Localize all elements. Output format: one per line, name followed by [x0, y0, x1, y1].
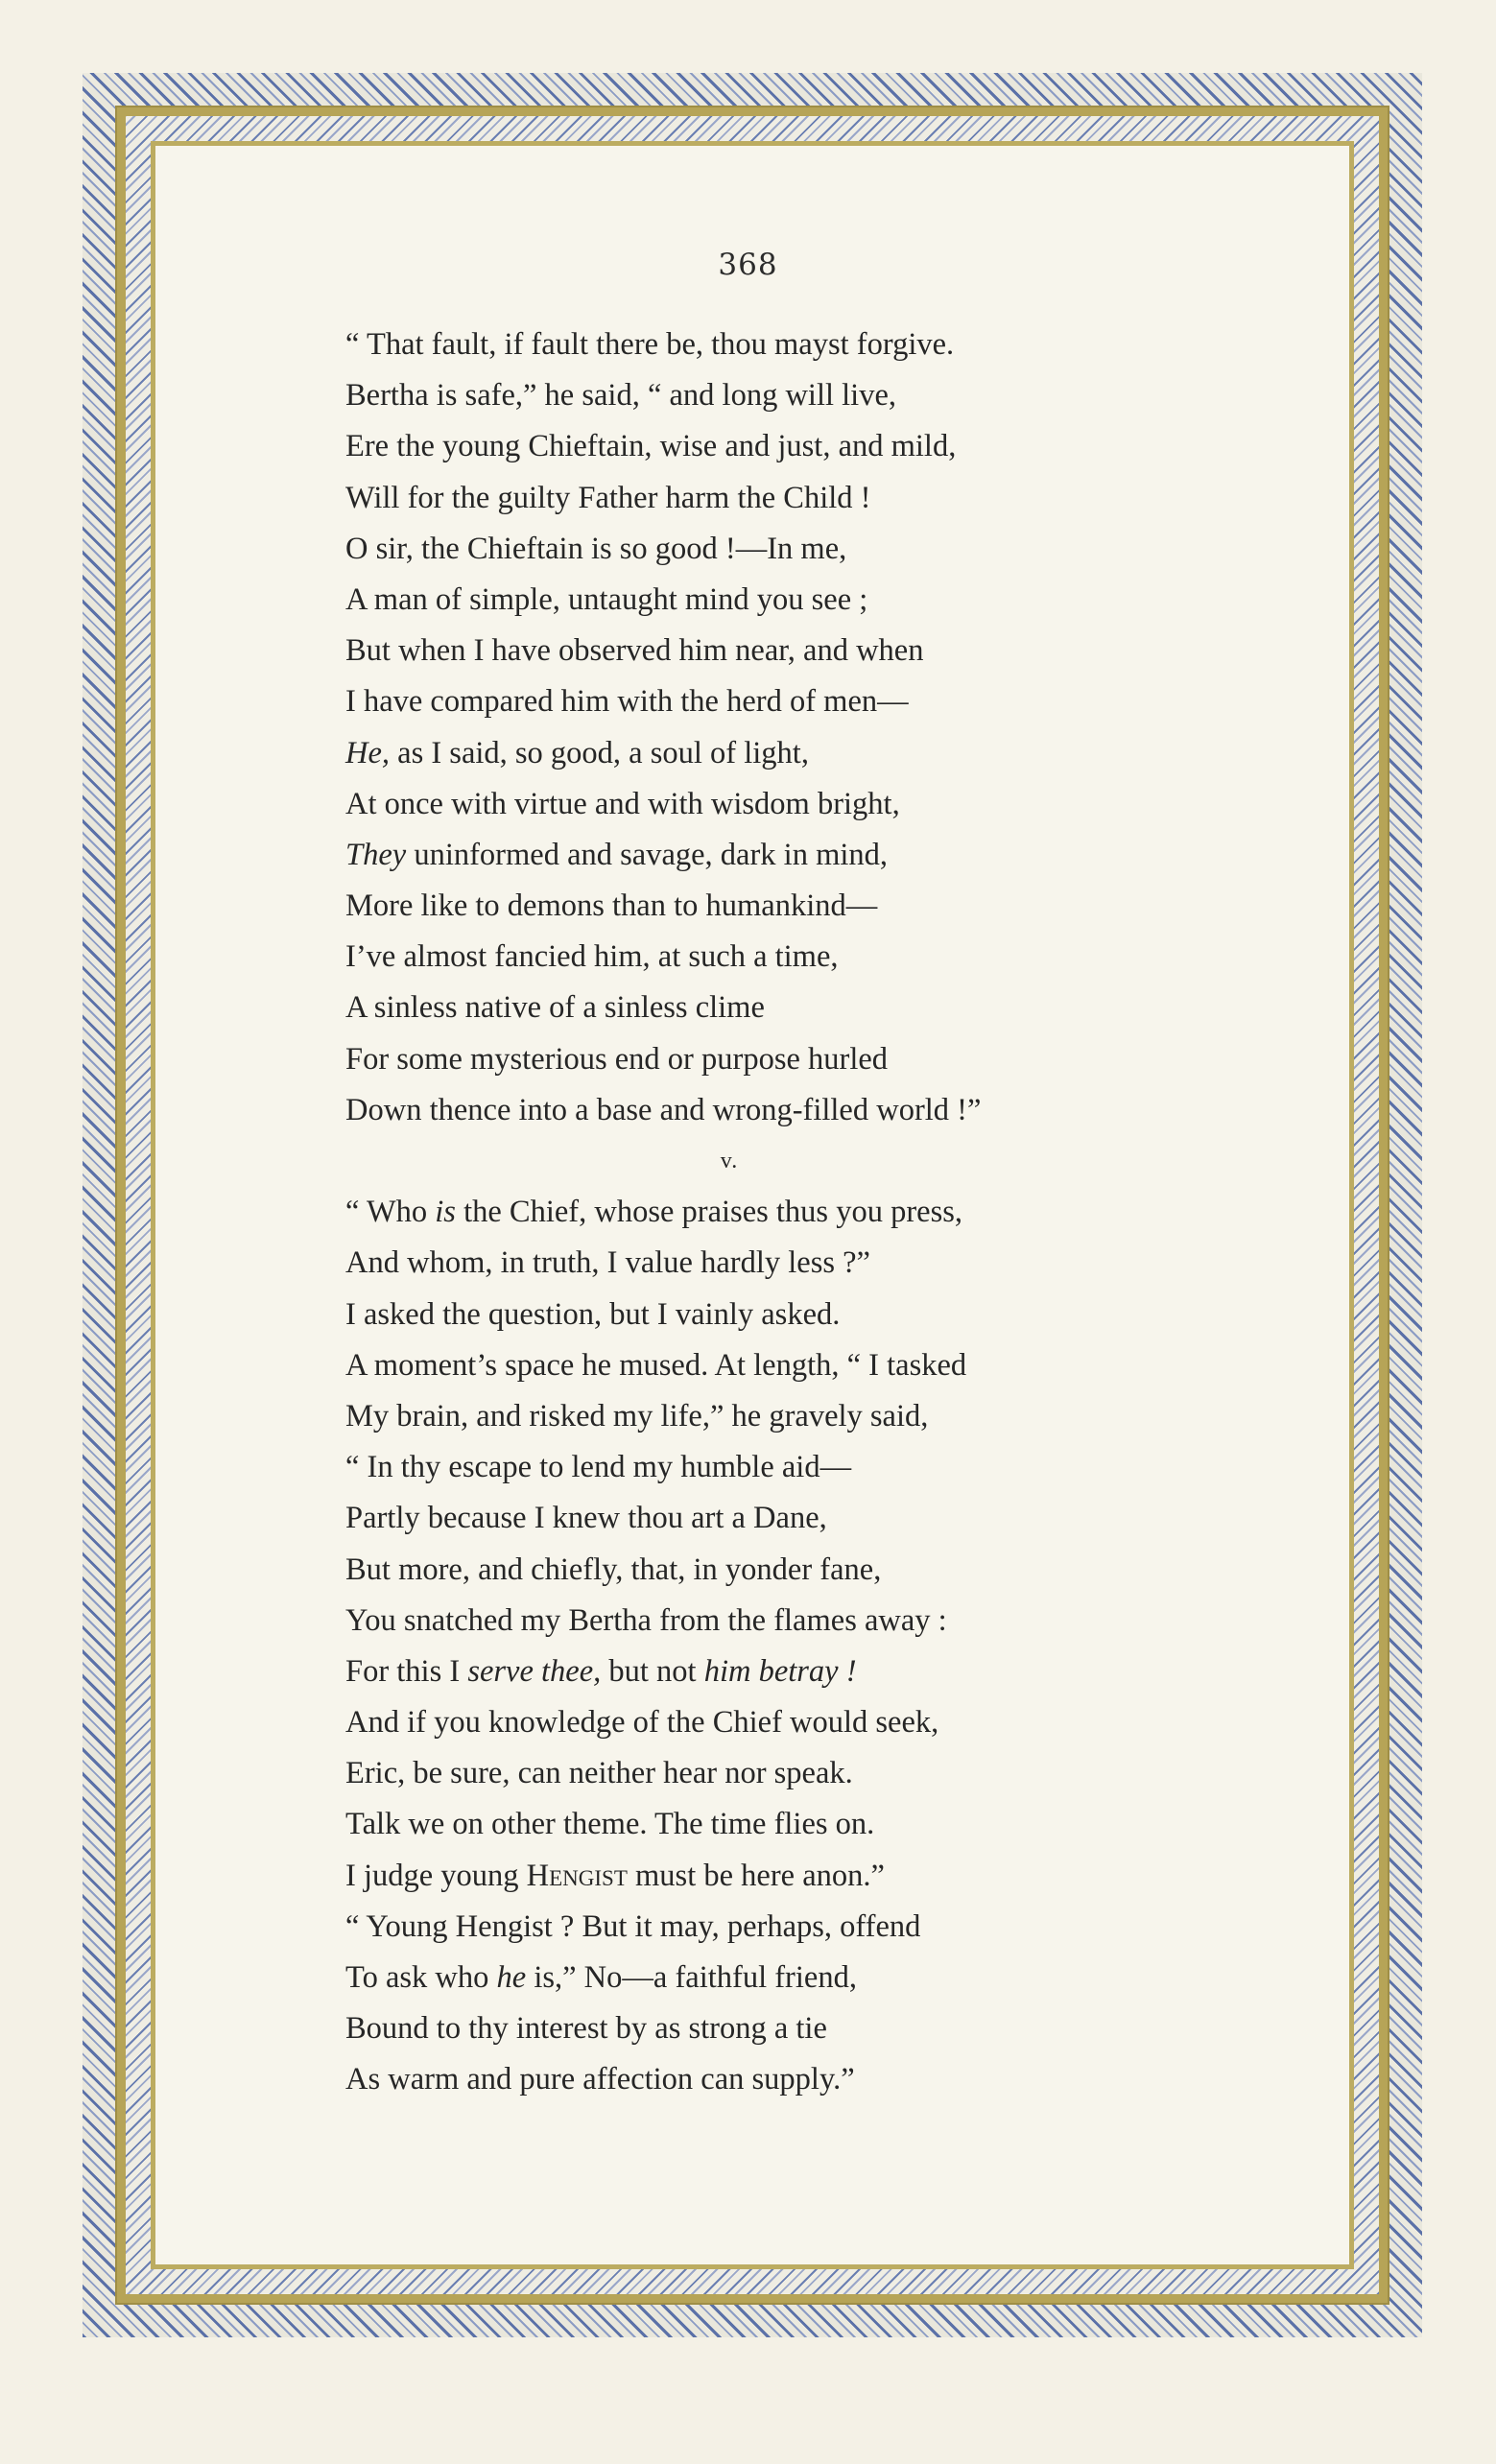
italic-text: him betray ! [703, 1653, 857, 1689]
poem-line [345, 1187, 1228, 1238]
line-text: “ That fault, if fault there be, thou mayst forgive. [345, 327, 955, 362]
line-text: A man of simple, untaught mind you see ; [345, 581, 868, 617]
line-text: Down thence into a base and wrong-filled world !” [345, 1092, 982, 1127]
stanza-v [345, 1187, 1228, 2105]
poem-line [345, 1034, 1228, 1085]
line-text: At once with virtue and with wisdom bright, [345, 786, 900, 821]
poem-line [345, 1902, 1228, 1953]
line-text: Ere the young Chieftain, wise and just, and mild, [345, 429, 957, 464]
stanza-iv-continued [345, 320, 1228, 1136]
line-text: To ask who [345, 1960, 497, 1995]
line-text: But more, and chiefly, that, in yonder fane, [345, 1552, 882, 1587]
poem-line [345, 524, 1228, 575]
poem-line [345, 473, 1228, 524]
poem-line [345, 1340, 1228, 1391]
italic-text: He, [345, 735, 391, 770]
line-text: A sinless native of a sinless clime [345, 990, 765, 1026]
poem-line [345, 2054, 1228, 2105]
line-text: I’ve almost fancied him, at such a time, [345, 939, 839, 975]
poem-line [345, 626, 1228, 676]
line-text: O sir, the Chieftain is so good !—In me, [345, 531, 847, 566]
line-text: But when I have observed him near, and when [345, 633, 924, 669]
italic-text: he [496, 1960, 527, 1995]
poem-line [345, 676, 1228, 727]
line-text: Eric, be sure, can neither hear nor speak. [345, 1756, 853, 1791]
poem-line [345, 1799, 1228, 1850]
poem-line [345, 830, 1228, 881]
poem-line [345, 2003, 1228, 2054]
line-text: as I said, so good, a soul of light, [390, 735, 809, 770]
line-text: For this I [345, 1653, 468, 1689]
line-text: I asked the question, but I vainly asked. [345, 1296, 841, 1332]
poem-line [345, 575, 1228, 626]
poem-line [345, 1596, 1228, 1647]
line-text: For some mysterious end or purpose hurled [345, 1041, 889, 1077]
line-text: You snatched my Bertha from the flames away : [345, 1602, 947, 1638]
line-text: Bertha is safe,” he said, “ and long will live, [345, 378, 897, 414]
stanza-number: v. [720, 1149, 739, 1173]
page-number: 368 [718, 248, 778, 282]
line-text: I have compared him with the herd of men— [345, 684, 909, 720]
line-text: A moment’s space he mused. At length, “ I tasked [345, 1347, 967, 1383]
line-text: My brain, and risked my life,” he gravely said, [345, 1398, 929, 1433]
poem-line [345, 1697, 1228, 1748]
line-text: Partly because I knew thou art a Dane, [345, 1501, 827, 1536]
poem-line [345, 370, 1228, 421]
poem-line [345, 1238, 1228, 1289]
poem-line [345, 779, 1228, 830]
poem-line [345, 983, 1228, 1033]
poem-line [345, 1545, 1228, 1596]
poem-line [345, 1391, 1228, 1442]
poem-line [345, 320, 1228, 370]
italic-text: is [435, 1195, 456, 1230]
poem-line [345, 1748, 1228, 1799]
poem-line [345, 881, 1228, 932]
poem-body [345, 320, 1228, 2106]
line-text: “ In thy escape to lend my humble aid— [345, 1450, 852, 1485]
italic-text: serve thee, [467, 1653, 602, 1689]
line-text: “ Who [345, 1195, 436, 1230]
poem-line [345, 728, 1228, 779]
line-text: Talk we on other theme. The time flies on. [345, 1807, 875, 1842]
line-text: Bound to thy interest by as strong a tie [345, 2011, 827, 2047]
line-text: is,” No—a faithful friend, [526, 1960, 857, 1995]
poem-line [345, 421, 1228, 472]
line-text: And if you knowledge of the Chief would seek, [345, 1705, 939, 1741]
poem-line [345, 1085, 1228, 1136]
poem-line [345, 1493, 1228, 1544]
line-text: uninformed and savage, dark in mind, [406, 837, 889, 872]
line-text: As warm and pure affection can supply.” [345, 2062, 855, 2097]
line-text: More like to demons than to humankind— [345, 888, 878, 924]
line-text: the Chief, whose praises thus you press, [455, 1195, 962, 1230]
small-caps-text: Hengist [526, 1858, 628, 1893]
line-text: but not [601, 1653, 704, 1689]
line-text: I judge young [345, 1858, 527, 1893]
line-text: And whom, in truth, I value hardly less ?” [345, 1245, 870, 1281]
italic-text: They [345, 837, 407, 872]
poem-line [345, 932, 1228, 983]
line-text: Will for the guilty Father harm the Child ! [345, 480, 871, 515]
poem-line [345, 1442, 1228, 1493]
poem-line [345, 1953, 1228, 2003]
line-text: must be here anon.” [627, 1858, 885, 1893]
line-text: “ Young Hengist ? But it may, perhaps, offend [345, 1908, 921, 1944]
poem-line [345, 1647, 1228, 1697]
poem-line [345, 1851, 1228, 1902]
poem-line [345, 1290, 1228, 1340]
